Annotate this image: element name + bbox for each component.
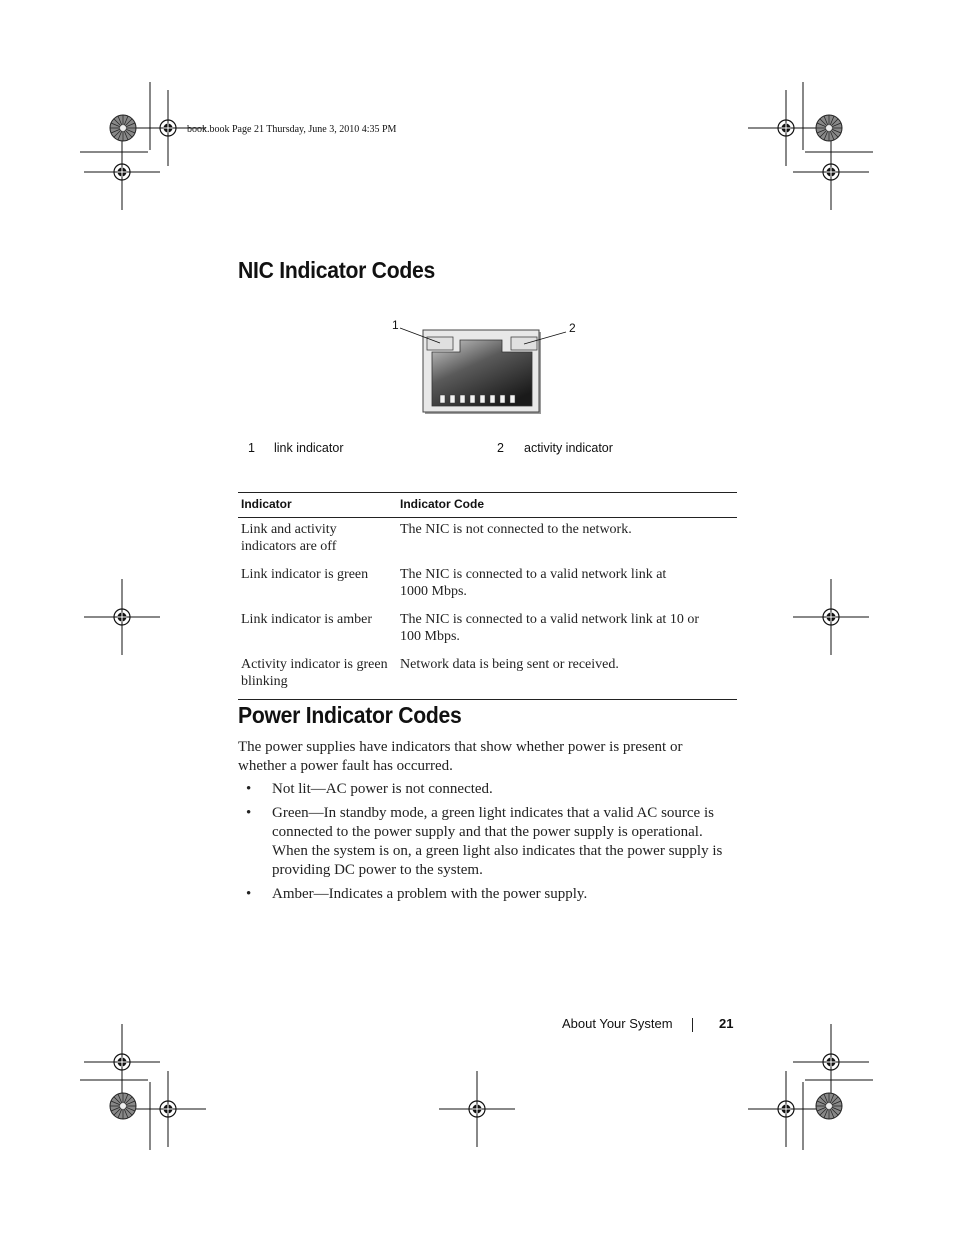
list-item-text: Green—In standby mode, a green light indicates that a valid AC source is connected to the power supply and that the power supply is operational. When the system is on, a green light also indicates that the power supply is providing DC power to the system. [272, 805, 723, 878]
footer-section-title: About Your System [562, 1016, 673, 1031]
print-slug: book.book Page 21 Thursday, June 3, 2010 4:35 PM [187, 124, 397, 135]
indicator-cell: Link and activity indicators are off [241, 522, 337, 554]
list-item-text: Not lit—AC power is not connected. [272, 781, 493, 797]
legend-label-2: activity indicator [524, 441, 613, 455]
indicator-code-cell: The NIC is not connected to the network. [400, 522, 632, 537]
bullet-icon: • [246, 886, 252, 902]
nic-heading: NIC Indicator Codes [238, 257, 435, 283]
list-item [238, 885, 738, 904]
legend-label-1: link indicator [274, 441, 344, 455]
page-number: 21 [719, 1016, 734, 1031]
callout-1: 1 [392, 318, 399, 332]
column-header-indicator-code: Indicator Code [397, 493, 737, 518]
link-indicator-led [427, 337, 453, 350]
indicator-cell: Link indicator is amber [241, 612, 373, 627]
list-item [238, 780, 738, 799]
legend-num-1: 1 [248, 441, 255, 455]
table-header-row [238, 493, 737, 518]
table-row [238, 608, 737, 653]
nic-connector-figure [390, 316, 590, 422]
list-item [238, 804, 738, 880]
bullet-icon: • [246, 805, 252, 821]
power-indicator-list [238, 780, 738, 909]
power-intro-paragraph: The power supplies have indicators that show whether power is present or whether a power fault has occurred. [238, 739, 683, 774]
indicator-code-cell: The NIC is connected to a valid network link at 1000 Mbps. [400, 567, 667, 599]
list-item-text: Amber—Indicates a problem with the power supply. [272, 886, 588, 902]
table-row [238, 653, 737, 700]
indicator-code-cell: Network data is being sent or received. [397, 653, 737, 700]
power-heading: Power Indicator Codes [238, 702, 462, 728]
table-row [238, 563, 737, 608]
callout-2: 2 [569, 321, 576, 335]
indicator-cell: Activity indicator is green blinking [238, 653, 397, 700]
indicator-code-cell: The NIC is connected to a valid network link at 10 or 100 Mbps. [400, 612, 699, 644]
column-header-indicator: Indicator [238, 493, 397, 518]
footer-divider [692, 1018, 693, 1032]
indicator-cell: Link indicator is green [241, 567, 369, 582]
nic-indicator-table [238, 492, 737, 700]
activity-indicator-led [511, 337, 537, 350]
table-row [238, 518, 737, 564]
legend-num-2: 2 [497, 441, 504, 455]
bullet-icon: • [246, 781, 252, 797]
